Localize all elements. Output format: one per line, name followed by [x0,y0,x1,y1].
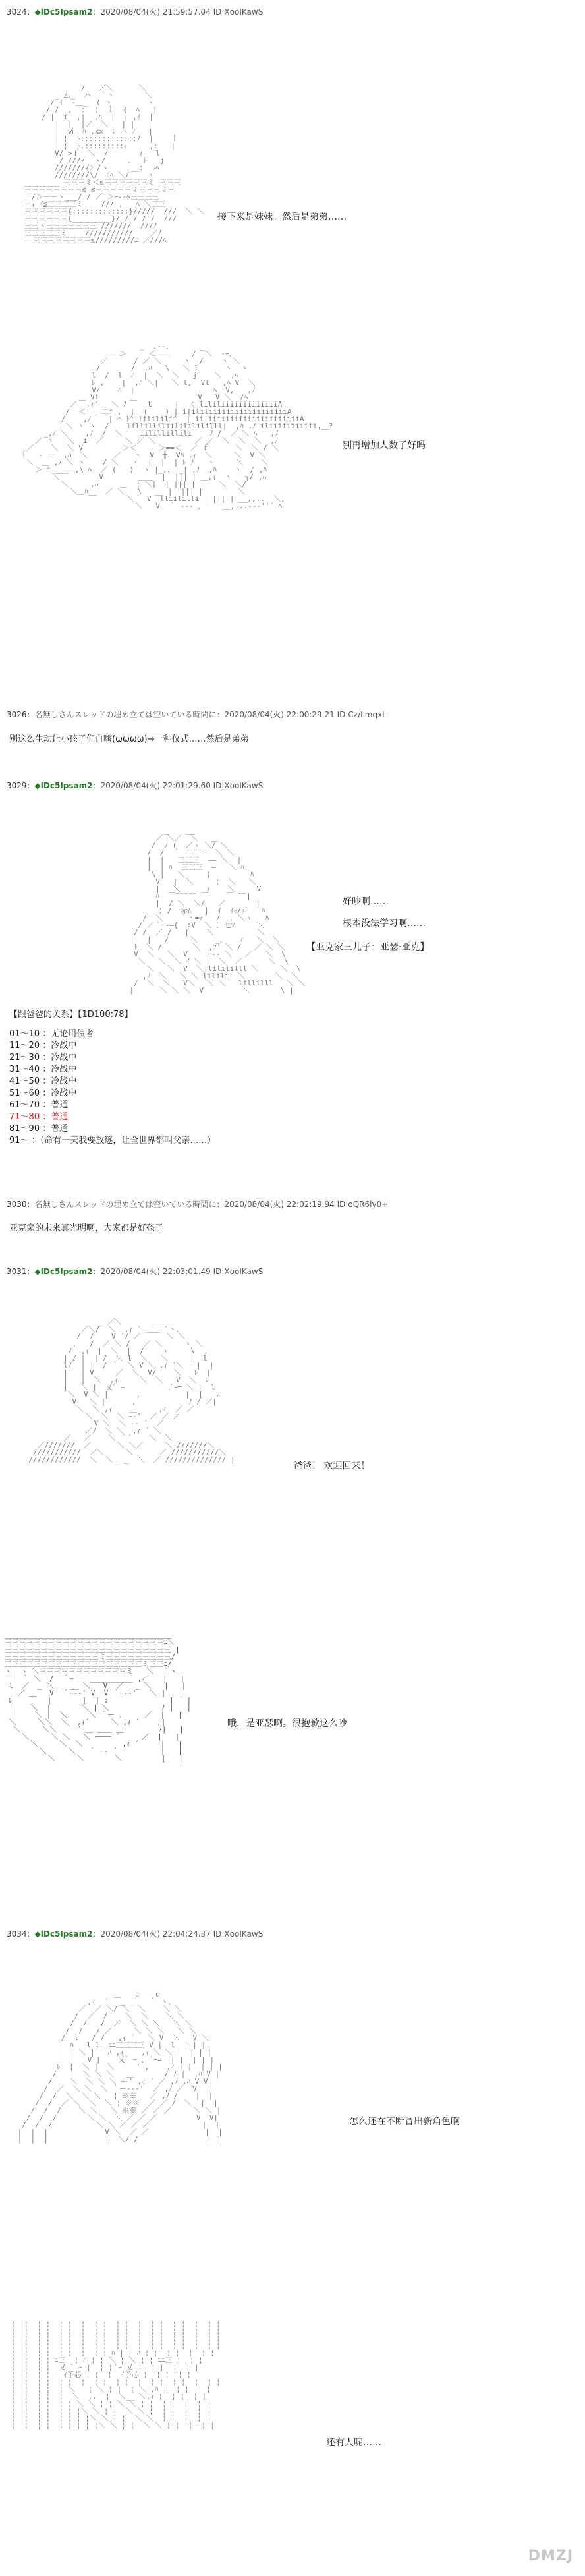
relation-row: 41～50 ：冷战中 [9,1076,77,1086]
post-info: 空いている時間に：2020/08/04(火) 22:02:19.94 ID:oQR6ly0+ [153,1200,389,1209]
ascii-art-crowd: ¦ ¦ ¦ ¦ ¦ ¦ ¦ ¦ ¦ ¦ ¦ ¦ ¦ ¦ ¦ ¦ ¦ ¦ ¦ ¦ ¦ ¦ ¦ ¦ ¦ ¦ ¦ ¦ ¦ ¦ ¦ ¦ ¦ ¦ ¦ ¦ ¦ ¦ ¦ ¦ ¦ ¦ ¦ ¦ ¦ ¦ ¦ ¦ ¦ ¦ ¦ ¦ ¦ ¦ ¦ ¦ ¦ ¦ ¦ ¦ ¦ ¦ ¦ ¦ ¦ ¦ ¦ ¦ ¦ ¦ ¦ ¦ ¦ ¦ ¦ ¦ ¦ ¦ ¦ ¦ ¦ ¦ ¦ ¦ ¦ ﾊ | ¦ ﾊ ¦ ¦ ¦ ¦ ¦ ¦ ¦ ¦ ¦ ¦ ¦ ﾆ三 ¦ ﾊ ¦ ¦ ＼ ¦ ＼ ¦ ¦ ﾆﾆ三 ¦ ¦ ¦ ¦ ¦ ¦ ¦ 乂 ﾞ ｰ ¦ ¦ ¦ ﾞｰ 乂 ¦ ¦ ¦ ¦ ¦ ¦ ¦ ¦ ¦ ¦ ｲ予芯 ¦ ¦ ¦ ｲ予芯 ¦ ¦ ¦ ¦ ¦ ¦ ¦ ¦ ¦ ¦ ¦ ¦ ¦ ¦ ¦ ¦ ¦ ¦ ¦ ¦ ¦ ¦ ¦ ¦ ¦ ¦ ¦ ¦ ¦ ＼ ¦ ＼ ¦ ¦ ¦ ＼ ,ﾊ ¦ ¦ ¦ ¦ ¦ ¦ ¦ ¦ ¦ ¦ ＼ ,. ¦ ＼__ ＼,ｨ ¦ ¦ ¦ ¦ ¦ ¦ ¦ ¦ ¦ ¦ ¦ ＼ ＼ ¦ ¦ ＼ ＼ ¦ ¦ ¦ ¦ ¦ ¦ ¦ ¦ ¦ ¦ ¦ ¦ ¦ ¦＼ ＼ ¦ ¦ ＼ ＼ ¦ ¦ ¦ ¦ ¦ ¦ ¦ ¦ ¦ ¦ ¦ ¦ ¦ ¦＼ ＼ ¦ ¦ ＼ ＼ ¦ ¦ ¦ ¦ ¦ ¦ ¦ ¦ ¦ ¦ ¦ ¦ ¦ ¦＼ ＼ ¦ ¦ ＼ ＼ ¦ ¦ ¦ ¦ ¦ [11,2320,221,2430]
dialogue-line: 还有人呢…… [326,2438,381,2448]
post-info: ：2020/08/04(火) 22:03:01.49 ID:XooIKawS [92,1267,264,1276]
post-header [7,709,385,720]
poster-name: 名無しさんスレッドの埋め立ては [34,710,153,719]
relation-row: 21～30 ：冷战中 [9,1053,77,1063]
character-caption: 【亚克家三儿子：亚瑟·亚克】 [306,942,430,952]
post-header [7,1198,388,1210]
post-header [7,6,263,17]
post-info: ：2020/08/04(火) 21:59:57.04 ID:XooIKawS [92,7,264,16]
post-number: 3024： [7,7,35,16]
ascii-art-sister: ＿ ｃ ｃ ,ｨ ´ ＿_ ＿ ｀ ヽ、 ／ ／ ＼/ ＼ ＼ ＼ ＼ / ／ / ＼ ＼ ＼ ＼ / / / ／ ＼ ＼ ＼ ＼ ＼ / / / ／ ＼ ＼ ＼ ＼ ＼ / l / / ,ｨ ´ ＼ V ＼ V ＼ | ﾊ l l ﾆﾆ三三三三 V | l | | | | | ＼ | | ﾊ ,ｨ ,ｨ ＼ ＼ | | | | | | V | | 乂ﾞ ｰ 、 ﾞｰ= | | | | | ﾚ | ＼ | ＼ ' , ,ｨ | | | | | / | ＼ ＼ ＼ ＿___ / ﾉ | ,ﾊ V | / ＼ ＼ ＼ ＼ ｰ-' ,ｨ ´ ／ ,ﾉ ,ﾊ V V / ／ ＼ ＼ ＼ ｀ー---' ／ ,ﾉ ／ V | / / ＼ ＼ ＼ ¦ ※※ ／ ,ﾉ / | | / / ／ ＼ ＼ ＼ ¦ ※※ ／ ／ / ＼ | | / / / ＼ ＼ ＼ ※※ ／ ／ ／ ＼ ＼ | / / / ＼ ＼ ＼ ／ ／ ／ V V| / / / ＼ ＼ ／ ／ ／ | | | | | V ＼ ／ ／ | | | | | | ＼/ / | | [17,1990,223,2144]
dialogue-line: 好吵啊…… [343,896,389,907]
dialogue-line: 怎么还在不断冒出新角色啊 [349,2117,460,2127]
poster-name: ◆lDc5Ipsam2 [34,1929,93,1939]
ascii-art-arthur: _ __ ／ ＼／ ＼ ＿ / ﾉ ( ／ヽ ＼/ ＼ / / ｀ ¨¨¨¨¨¨ ＼ ＼ | | 三三三 ―― ＼ | | | ﾊ 三三三 ― ＼ ﾊ \ | ＼ ¦ ﾊ V | ＼ ¦ ＼ ＼ | ＼ ﾉ ＼ V ﾊ ￣¨¨¨¨¨ ￣ ￣ ¨¨| | / ＼ ＼/ ／ | ＿ ) / 赤ﾑ | ｲ ｲｬ/ﾃﾞ ﾊ / ＼ ｀ヽ=ｦ / , ＼ヽ ﾊ / ／｀ｰ-―{ :V ＼ ､ 七ﾂ ＼ / / ／ / | ＼ ＼ | | / ＼ _、 ｨ ＼ ＼ ﾄ ＼ / ＼ ,ﾌ' ＼ / ／ ＼ ＼ V ＼ ＼ V ｀ ｰ-- ＼ ／ ＼ \ ＼ ＼ ＼ ｲ ＼ | ＼ ／ ＼ \ ＼ ＼ V ＼|lilililll ＼ ＼ \ ,ﾉ ＼ ＼ ＼ lilili ＼ ＼ ＼ / ＼ ＼ V＼ 「＼ ＼ lillilll ＼ ＼ | ＼ ＼ ＼ V ＼ \ | [129,827,306,995]
dice-roll-value: 78 [113,1010,125,1020]
post-number: 3034： [7,1929,35,1939]
poster-name: 名無しさんスレッドの埋め立ては [34,1200,153,1209]
ascii-art-arthur-greeting: _ ／＼ _____ ／＼/ ＼ ,ｨ ´ ＿＿ `ヽ、 / / V ´/ ／ ＼ ＼ , / ／ ＼ / ／ ＼ ヽ ＼ / ,ｨ | ＼ | / ヽ \ , | / | | / ＼ l ＼ ＼ | l l/ | | / ｀ ＼ V ＼ ,ｨ ´＼ | | | | V ／ ＼ V/ ＼ ﾚ | | | ＼ ,ｨ ＼ ＼ V ＼ ﾚ | ＼ | 乂ﾞ ｰ ,ﾞｰ= ＼ | l ＼ V ＼ | , | | ﾚ V ＼ | , ﾉ / ／| ＼ ＼ ,ｨ ＿ ,ｨ ／ ／ ＼ ＼ ＼ ｰ-' ／ ／ ／ V ＼ ＼ -- ´ ／ ／ﾉ ＼ ＼ ,ｨ ´ ＼ ____／ ／ ＼ ｀´ ＼ ＼ ____ ／/////// ／ ＼ ＼／ ＼ ///////＼ /////////// ／＼ ＼ ／ ///////////＼ //////////// ＼ ＼ ＿_ ＼ ／ ////////////// | [28,1318,235,1464]
poster-name: ◆lDc5Ipsam2 [34,1267,93,1276]
relation-row: 11～20 ：冷战中 [9,1041,77,1051]
relation-row: 61～70 ：普通 [9,1100,69,1110]
poster-name: ◆lDc5Ipsam2 [34,7,93,16]
relation-row: 91～ ：（命有一天我要放逐，让全世界都叫父亲……） [9,1136,216,1146]
post-header [7,780,263,791]
post-header [7,1266,263,1277]
post-info: 空いている時間に：2020/08/04(火) 22:00:29.21 ID:Cz/Lmqxt [153,710,385,719]
ascii-art-boys: _ .--、 _ ＿＿＞ ＜＿＿ / ＼ -ｰ、 ／ / ／ ＼ ヽ / ヽ ＼ / / .ﾊ \ ＼ l ヽ ヽ l / l ﾊ | ＼ ＼ j ＼ ,ﾍ ﾚ , | ,ﾊ ＼| ＼ l, Vl ,ﾍ V ＼ V/ ﾊ | ﾍ V, ,ﾉ ＿ Vi ＿ V V ＼ /ﾍ ／ ,ｨ' ＼ ﾉ U | 〈 lililiiiiiiiiiiiiiA / ＜ ＿ 二ﾆ , | ( ) | i|ililiiiiiiiiiiiiiiiiiiA / ,ﾉ | ⌒ ﾄ^!!ililili^ | ii|iiiiiiiiiiiiiiiiiiiiiA | ＼ ヽ ヽ / lillilliliilililililll| ,ﾊ .ﾉ iliiiiiiiiiii,＿? _,ﾉ ＼ ,ﾉ / ＼ iilillillili ﾉ / ／ ＼ ﾍ ,ﾉ ／ ヽ ＼ i ／ ＼ ／ ＼ ／ ／ ＼ ＼ ＼ ,ﾉ ／ ＼ ＼ V ＞＜ ＞==＜ ／ ｆ ＼ ＼ / ＼ ｢ - ー ,ﾊ ＼ ／ ヽ V ╋ Vﾊ ,ｨ ＼ ＼ V ＼ ＼ ＿ ,ﾉ ＼ ヽ / ＼ ヽ | | | ﾚ ﾉ ヽ ＼ ＼ ＞ ﾆ ___＿,\ ﾍ ／ ( ) ヽ |_,、 _| ,ﾉ ,ﾊ ヽ / ,ﾊ ＼ V ＿＿_ | ||| | ＿,ｨ ヽ ┐/ ,ﾊ ＼ ,ﾊ ＿ ¦ ＼| | ||| | ＼ ＼/ ＼＿ﾊ__ ／ ＼ \ __ | |||| | ＼ ＼ V lliililli | ||| | __,,.. ＼, ＼ V ｀ ‐-- ､ ＿,,..--‐''´ ﾍ [22,342,333,510]
relation-row: 01～10 ：无论用债者 [9,1029,94,1039]
dialogue-line: 爸爸！ 欢迎回来！ [293,1461,370,1471]
post-number: 3031： [7,1267,35,1276]
post-info: ：2020/08/04(火) 22:01:29.60 ID:XooIKawS [92,781,264,790]
ascii-art-girl: / ／＼ ＼ _ 厶_ ハ ｀ヽ ＼ / ｲ -＿_ ( ヽ ヽ / / , : ¦ ｌ { ﾍ | / | i ,| ,ﾊ | | ,ｲ | | | |／ ＼ | | | | | ⅵ ﾊ ,xx ﾚ ハ ﾉ | | ¦ ﾄ:::::::::::::ﾉ | ｌ | ¦ ﾄ,:::::::::ｨ ,: | V/ >ｆ ＼ / ｨ l / //// ヽ/ 、 ﾄ j ////////〉/ヽ .__: ﾚﾍ ////////\/ 〈ﾍ ＼/ ヽ ________ 三三三ミ＜≦三三三三三三ミ 三三三 三三三三三三三三≦ ≦三三三三三ミ三三三ミ三 ＿/＞－－ヽ___/ / ／ ＞ｰ-‐ﾍ三三三三 ーｨ ｲ≦三三三三ミ /// , ﾍ ＼三三 三三三三三三{:::::::::::::}///// /// ＼ ＼ 三三三三三三{_________}/ / / / / /// 三三ヽ三三三三三三三 /////// ///ﾉ 三三三三三ミ /////////// ／ﾉ ——三三三三三三三三≦/////////ﾆ ／///ﾍ [24,84,205,245]
site-logo: DMZJ [528,2548,573,2564]
relation-title-text: 【跟爸爸的关系】【1D100: [9,1010,113,1020]
relation-table [9,1028,215,1147]
relation-row: 31～40 ：冷战中 [9,1065,77,1074]
dialogue-line: 哦，是亚瑟啊。很抱歉这么吵 [227,1718,347,1729]
post-info: ：2020/08/04(火) 22:04:24.37 ID:XooIKawS [92,1929,264,1939]
relation-title-end: 】 [124,1010,133,1020]
post-number: 3026： [7,710,35,719]
post-body: 别这么生动让小孩子们自嗨(ωωωω)→一种仪式……然后是弟弟 [9,734,249,744]
dialogue-line: 接下来是妹妹。然后是弟弟…… [217,212,347,222]
relation-row: 51～60 ：冷战中 [9,1088,77,1098]
poster-name: ◆lDc5Ipsam2 [34,781,93,790]
relation-row: 81～90 ：普通 [9,1124,69,1134]
dialogue-line: 别再增加人数了好吗 [343,440,426,451]
post-header [7,1928,263,1939]
post-number: 3030： [7,1200,35,1209]
relation-row-selected: 71～80 ：普通 [9,1112,69,1122]
post-body: 亚克家的未来真光明啊，大家都是好孩子 [9,1223,164,1233]
post-number: 3029： [7,781,35,790]
ascii-art-father: ＿＿＿＿＿＿＿＿＿＿＿＿＿＿＿＿＿＿＿＿＿＿＿ 三三三三三三三三三三三三三三三三三三三三三三ﾆ＼ 三三三三三三三三三三三三三三三三三三三三三三三 | 三三三三三三三三三三三三三ミ三三三三三三三三三/ 三三三三三三三三三三三三三三三三三三三ミ三三ﾆ/ ヽ ヽ ＼三三三三三三三三三三三三ミ ＼ ｀ヽ | ｀ ＼ / ｀ｰ ＿ __________ ,ｨ´ | | l ／ _ ＼ ＿__ ＼ V ／ ＿_ ＼ | | | ／ ＿ V ｀ｰ--' V V ｀ｰ--' ＼ | | ﾚ | | | | : | | | ＼ | ＼ | ＼ ﾉ | | | ＼ | ＼ ＼ ｀ー ､ ／ | | ＼ ＼＼ ＼ ,ｨ´ ＼ ,ｨ ´ ,| | ＼ ＼＼ ｀ ´ ＿ ＿＿ ＿ ﾉ| | ＼ ＼ ＼ ＼ ｰ─── ´ ／ | | ＼ ＼ ＼ ,ｨ ´ | | ＼ ＼ ｀ ｰ- ´ | | ＼ ＼ ＼ | | [4,1631,192,1763]
dialogue-line: 根本没法学习啊…… [343,918,426,929]
relation-title [9,1007,133,1020]
